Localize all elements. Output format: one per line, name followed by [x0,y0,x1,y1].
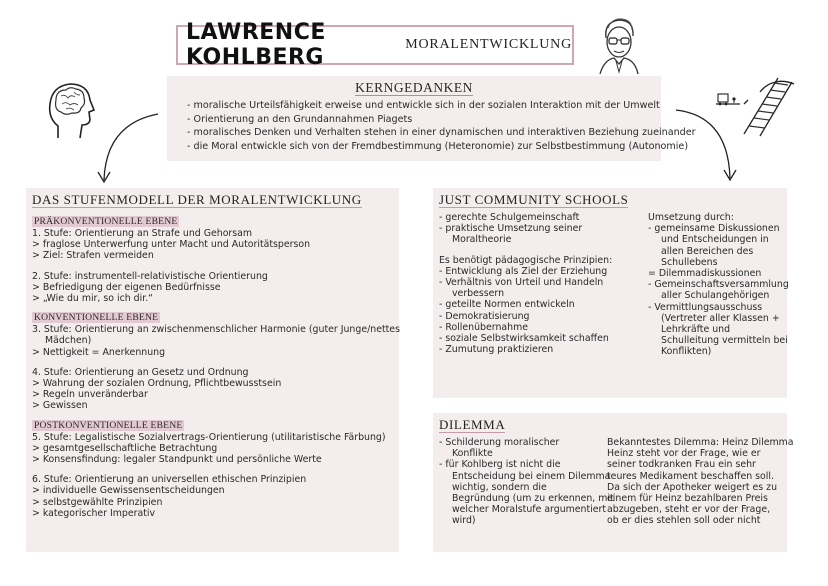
list-item: wichtig, sondern die [452,481,547,493]
dilemma-title: DILEMMA [439,417,506,432]
list-item: Schullebens [661,256,718,268]
dilemma-text-line: seiner todkranken Frau ein sehr [607,459,756,471]
stage-point: > kategorischer Imperativ [32,507,156,519]
brain-head-icon [44,78,98,140]
list-item: - Demokratisierung [439,310,530,322]
level-label: KONVENTIONELLE EBENE [34,312,159,324]
stage-point: > Befriedigung der eigenen Bedürfnisse [32,281,221,293]
title-box [176,20,574,70]
stage-point: > gesamtgesellschaftliche Betrachtung [32,442,218,454]
list-item: - moralische Urteilsfähigkeit erweise und entwickle sich in der sozialen Interaktion mit der Umwelt [187,100,660,111]
stage-heading: 4. Stufe: Orientierung an Gesetz und Ordnung [32,366,249,378]
dilemma-text-line: abzugeben, steht er vor der Frage, [607,504,771,516]
stage-heading: 3. Stufe: Orientierung an zwischenmenschlicher Harmonie (guter Junge/nettes [32,324,400,336]
list-item: wird) [452,515,476,527]
kerngedanken-title: KERNGEDANKEN [355,80,473,95]
list-item: Moraltheorie [452,234,512,246]
dilemma-text-line: Heinz steht vor der Frage, wie er [607,448,761,460]
list-item: Entscheidung bei einem Dilemma [452,470,611,482]
list-item: - Schilderung moralischer [439,437,560,448]
dilemma-text-line: ob er dies stehlen soll oder nicht [607,515,761,527]
list-item: Konflikten) [661,346,712,358]
arrow-left-icon [92,110,164,186]
list-item: = Dilemmadiskussionen [648,268,762,280]
list-item: - Zumutung praktizieren [439,344,554,356]
stage-heading: 2. Stufe: instrumentell-relativistische Orientierung [32,270,268,282]
list-spacer [439,246,612,255]
dilemma-left-column [439,437,614,527]
stage-heading: 5. Stufe: Legalistische Sozialvertrags-Orientierung (utilitaristische Färbung) [32,431,386,443]
list-item: - gemeinsame Diskussionen [648,223,780,235]
stage-point: > selbstgewählte Prinzipien [32,496,163,508]
stage-point: > fraglose Unterwerfung unter Macht und Autoritätsperson [32,239,311,251]
list-item: - gerechte Schulgemeinschaft [439,212,580,223]
list-item: Umsetzung durch: [648,212,734,223]
stage-heading: 6. Stufe: Orientierung an universellen ethischen Prinzipien [32,474,307,486]
stage-point: > Nettigkeit = Anerkennung [32,346,166,358]
list-item: welcher Moralstufe argumentiert [452,504,607,516]
page-title: LAWRENCE KOHLBERG [186,20,326,70]
kerngedanken-box [167,76,696,161]
stufenmodell-title: DAS STUFENMODELL DER MORALENTWICKLUNG [32,192,362,207]
list-item: Es benötigt pädagogische Prinzipien: [439,254,613,266]
list-item: - soziale Selbstwirksamkeit schaffen [439,333,609,345]
dilemma-text-line: Da sich der Apotheker weigert es zu [607,481,778,493]
list-item: - Entwicklung als Ziel der Erziehung [439,265,608,277]
kerngedanken-list [181,99,696,153]
arrow-right-icon [672,106,744,186]
level-label: POSTKONVENTIONELLE EBENE [34,419,183,431]
list-item: verbessern [452,288,505,300]
stage-heading-cont: Mädchen) [45,335,92,347]
dilemma-box [433,413,794,552]
stage-point: > Regeln unveränderbar [32,389,148,401]
just-community-box [433,188,787,398]
list-item: - praktische Umsetzung seiner [439,223,583,235]
stage-point: > Wahrung der sozialen Ordnung, Pflichtbewusstsein [32,378,282,390]
just-right-column [648,212,789,358]
stage-point: > Gewissen [32,400,88,412]
list-item: - Vermittlungsausschuss [648,301,763,313]
just-left-column [439,212,612,355]
dilemma-right-column [607,437,794,527]
list-item: - Gemeinschaftsversammlung [648,279,789,291]
level-label: PRÄKONVENTIONELLE EBENE [34,216,178,227]
list-item: - geteilte Normen entwickeln [439,299,575,311]
list-item: - moralisches Denken und Verhalten stehen in einer dynamischen und interaktiven Beziehung zueinander [187,127,696,139]
stufenmodell-box [26,188,399,552]
stage-point: > Ziel: Strafen vermeiden [32,250,154,262]
dilemma-text-line: teures Medikament beschaffen soll. [607,470,774,482]
just-community-title: JUST COMMUNITY SCHOOLS [439,192,629,207]
list-item: - die Moral entwickle sich von der Fremdbestimmung (Heteronomie) zur Selbstbestimmung (Autonomie) [187,140,689,152]
list-item: Konflikte [452,448,493,460]
list-item: - Verhältnis von Urteil und Handeln [439,277,604,289]
list-item: Begründung (um zu erkennen, mit [452,493,614,505]
list-item: Lehrkräfte und [661,324,731,336]
list-item: aller Schulangehörigen [661,290,770,302]
list-item: und Entscheidungen in [661,234,769,246]
list-item: - Orientierung an den Grundannahmen Piagets [187,113,413,125]
stage-heading: 1. Stufe: Orientierung an Strafe und Gehorsam [32,228,253,239]
stage-point: > Konsensfindung: legaler Standpunkt und persönliche Werte [32,454,322,466]
list-item: - für Kohlberg ist nicht die [439,459,561,471]
list-item: Schulleitung vermitteln bei [661,335,788,347]
page-subtitle: MORALENTWICKLUNG [405,37,572,52]
portrait-icon [592,14,646,76]
stage-point: > individuelle Gewissensentscheidungen [32,485,225,497]
list-item: - Rollenübernahme [439,321,528,333]
list-item: allen Bereichen des [661,245,754,257]
list-item: (Vertreter aller Klassen + [661,312,780,324]
dilemma-text-line: einem für Heinz bezahlbaren Preis [607,493,768,505]
dilemma-text-line: Bekanntestes Dilemma: Heinz Dilemma [607,437,794,448]
stage-point: > „Wie du mir, so ich dir.“ [32,293,154,305]
